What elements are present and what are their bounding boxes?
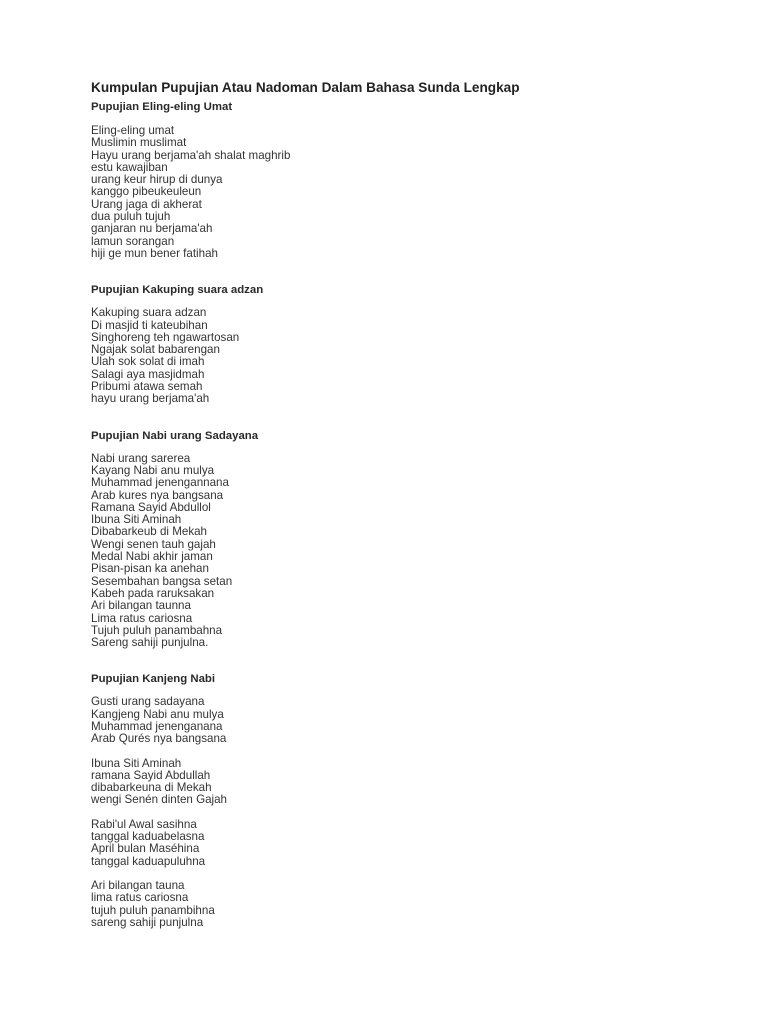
verse-line: tanggal kaduabelasna xyxy=(91,830,205,844)
verse-line: Gusti urang sadayana xyxy=(91,695,205,709)
verse-stanza xyxy=(91,696,711,745)
section-eling-eling-umat xyxy=(91,100,711,260)
section-heading: Pupujian Kanjeng Nabi xyxy=(91,673,216,686)
verse-line: Wengi senen tauh gajah xyxy=(91,537,216,551)
section-kanjeng-nabi xyxy=(91,672,711,929)
verse-line: Ngajak solat babarengan xyxy=(91,343,220,357)
verse-line: Salagi aya masjidmah xyxy=(91,367,205,381)
verse-line: lima ratus cariosna xyxy=(91,891,189,905)
verse-line: wengi Senén dinten Gajah xyxy=(91,793,228,807)
verse-line: Medal Nabi akhir jaman xyxy=(91,550,213,564)
verse-line: Muhammad jenenganana xyxy=(91,719,223,733)
verse-line: Ramana Sayid Abdullol xyxy=(91,500,211,514)
verse-line: Arab kures nya bangsana xyxy=(91,488,224,502)
section-heading: Pupujian Eling-eling Umat xyxy=(91,101,233,113)
verse-stanza xyxy=(91,819,711,868)
verse-line: tujuh puluh panambihna xyxy=(91,903,215,917)
verse-line: Ibuna Siti Aminah xyxy=(91,756,182,770)
verse-line: hayu urang berjama'ah xyxy=(91,392,210,406)
verse-line: Muhammad jenengannana xyxy=(91,476,229,490)
verse-line: Sareng sahiji punjulna. xyxy=(91,636,209,650)
verse-line: Kabeh pada raruksakan xyxy=(91,586,215,600)
verse-line: lamun sorangan xyxy=(91,234,175,248)
verse-line: Lima ratus cariosna xyxy=(91,611,193,625)
section-kakuping-suara-adzan xyxy=(91,283,711,405)
verse-line: Kangjeng Nabi anu mulya xyxy=(91,707,224,721)
section-nabi-urang-sadayana xyxy=(91,429,711,650)
verse-line: Tujuh puluh panambahna xyxy=(91,623,223,637)
verse-line: Ari bilangan tauna xyxy=(91,878,185,892)
section-heading: Pupujian Kakuping suara adzan xyxy=(91,284,264,297)
verse-line: Pisan-pisan ka anehan xyxy=(91,562,209,576)
verse-line: kanggo pibeukeuleun xyxy=(91,185,202,199)
verse-line: Kayang Nabi anu mulya xyxy=(91,463,215,477)
verse-line: April bulan Maséhina xyxy=(91,842,200,856)
verse-line: Ibuna Siti Aminah xyxy=(91,513,182,527)
verse-line: Di masjid ti kateubihan xyxy=(91,318,208,332)
verse-line: Nabi urang sarerea xyxy=(91,451,191,465)
verse-line: Urang jaga di akherat xyxy=(91,197,202,211)
section-heading: Pupujian Nabi urang Sadayana xyxy=(91,429,259,442)
verse-stanza xyxy=(91,758,711,807)
document-page xyxy=(91,78,711,929)
verse-stanza xyxy=(91,307,711,405)
verse-line: Arab Qurés nya bangsana xyxy=(91,732,227,746)
verse-line: Ari bilangan taunna xyxy=(91,599,191,613)
verse-line: Muslimin muslimat xyxy=(91,136,187,150)
verse-stanza xyxy=(91,453,711,650)
verse-line: Singhoreng teh ngawartosan xyxy=(91,330,240,344)
verse-line: Dibabarkeub di Mekah xyxy=(91,525,208,539)
verse-line: Ulah sok solat di imah xyxy=(91,355,205,369)
verse-line: ramana Sayid Abdullah xyxy=(91,768,211,782)
document-title: Kumpulan Pupujian Atau Nadoman Dalam Bahasa Sunda Lengkap xyxy=(91,80,520,95)
verse-line: Eling-eling umat xyxy=(91,124,175,137)
verse-line: Pribumi atawa semah xyxy=(91,380,203,394)
verse-line: tanggal kaduapuluhna xyxy=(91,854,206,868)
verse-stanza xyxy=(91,125,711,260)
verse-line: estu kawajiban xyxy=(91,160,168,174)
verse-line: Sesembahan bangsa setan xyxy=(91,574,233,588)
verse-line: Rabi'ul Awal sasihna xyxy=(91,817,197,831)
verse-line: ganjaran nu berjama'ah xyxy=(91,222,213,236)
verse-line: hiji ge mun bener fatihah xyxy=(91,246,218,260)
verse-line: Hayu urang berjama'ah shalat maghrib xyxy=(91,148,291,162)
verse-line: sareng sahiji punjulna xyxy=(91,915,204,929)
verse-stanza xyxy=(91,880,711,929)
verse-line: dua puluh tujuh xyxy=(91,210,171,224)
verse-line: urang keur hirup di dunya xyxy=(91,173,223,187)
verse-line: Kakuping suara adzan xyxy=(91,306,207,320)
verse-line: dibabarkeuna di Mekah xyxy=(91,781,212,795)
